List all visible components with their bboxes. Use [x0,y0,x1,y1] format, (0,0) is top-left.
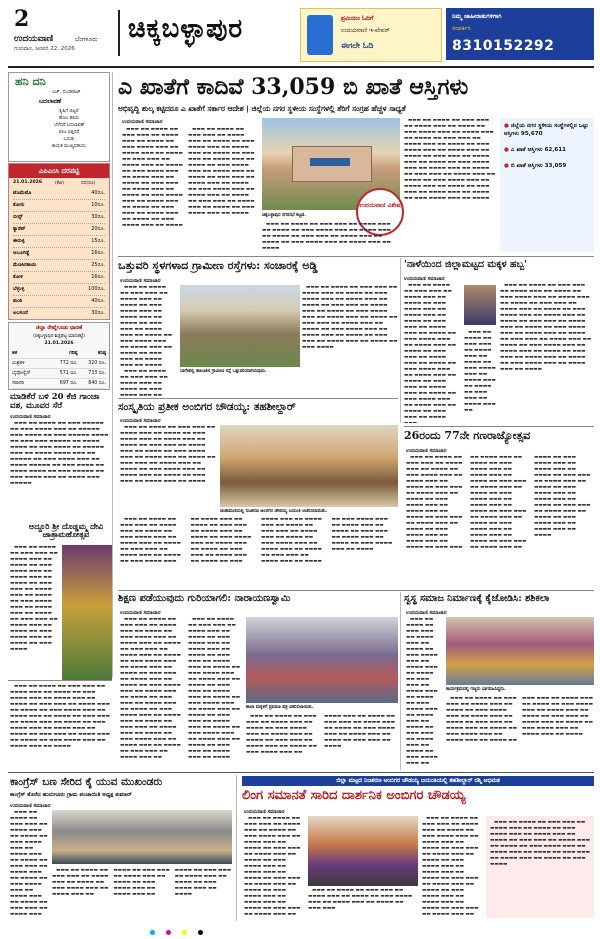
apmc-item: ಕೋಸು [13,202,25,208]
apmc-price: 30ರೂ. [91,310,105,316]
stat-text: ಎ ಖಾತೆ ಆಸ್ತಿಗಳು 62,611 [510,147,567,153]
story-roads-body3: ▬▬▬ ▬▬ ▬▬▬▬ ▬▬ ▬▬▬ ▬▬▬ ▬▬ ▬▬▬▬ ▬▬▬ ▬▬ ▬▬▬▬ ▬▬ ▬▬▬ ▬▬▬▬ ▬▬▬ ▬▬ [120,369,168,397]
story-roads-body: ▬▬▬ ▬▬ ▬▬▬▬ ▬▬ ▬▬▬ ▬▬▬ ▬▬ ▬▬▬▬ ▬▬▬ ▬▬ ▬▬▬▬ ▬▬ ▬▬▬ ▬▬▬▬ ▬▬▬ ▬▬ ▬▬▬▬ ▬▬▬ ▬▬ ▬▬▬▬ ▬▬ ▬▬▬ ▬▬▬ ▬▬ ▬▬▬▬ ▬▬▬ ▬▬ ▬▬▬▬ ▬▬ ▬▬▬ ▬▬▬▬ ▬▬▬ ▬▬ ▬▬▬▬ ▬▬▬ ▬▬ ▬▬▬▬ ▬▬ ▬▬▬ ▬▬▬ ▬▬ ▬▬▬▬ ▬▬▬ ▬▬ ▬▬▬▬ [120,285,173,367]
poem-line: ಬದುಕು [63,137,75,142]
poem-title: ಬದಲಾವಣೆ [39,98,62,105]
story-festival-body3: ▬▬▬ ▬▬ ▬▬▬▬ ▬▬ ▬▬▬ ▬▬▬ ▬▬ ▬▬▬▬ ▬▬▬ ▬▬ ▬▬▬▬ ▬▬ ▬▬▬ ▬▬▬▬ ▬▬▬ ▬▬ ▬▬▬▬ ▬▬▬ ▬▬ ▬▬▬▬ ▬▬ ▬▬▬ ▬▬▬ ▬▬ ▬▬▬▬ ▬▬▬ ▬▬ [464,330,496,413]
story-ganja-body: ▬▬▬ ▬▬ ▬▬▬▬ ▬▬ ▬▬▬ ▬▬▬▬▬ ▬▬ ▬▬▬ ▬▬▬▬ ▬▬▬ ▬▬ ▬▬▬▬▬ ▬▬▬ ▬▬▬▬ ▬▬ ▬▬▬ ▬▬▬▬▬ ▬▬▬▬ ▬▬ ▬▬▬ ▬▬▬ ▬▬▬▬▬ ▬▬ ▬▬▬▬ ▬▬▬▬ ▬▬ ▬▬▬ ▬▬▬▬ ▬▬ ▬▬▬▬▬ ▬▬▬ ▬▬ ▬▬▬▬ ▬▬▬▬ ▬▬▬ ▬▬ ▬▬▬▬▬ ▬▬ ▬▬▬ ▬▬▬▬ ▬▬▬ ▬▬ ▬▬▬▬ ▬▬▬▬▬ ▬▬ ▬▬▬ ▬▬▬▬ ▬▬ ▬▬▬▬ ▬▬▬▬ ▬▬ ▬▬▬ ▬▬▬▬▬ ▬▬ ▬▬▬ ▬▬▬▬ ▬▬▬ ▬▬ ▬▬▬▬ ▬▬▬ ▬▬▬▬▬ [10,421,109,486]
lead-body-col1: ▬▬▬ ▬▬ ▬▬▬▬ ▬▬ ▬▬▬ ▬▬▬ ▬▬ ▬▬▬▬ ▬▬▬ ▬▬ ▬▬▬▬ ▬▬ ▬▬▬ ▬▬▬▬ ▬▬▬ ▬▬ ▬▬▬▬ ▬▬▬ ▬▬ ▬▬▬▬ ▬▬ ▬▬▬ ▬▬▬ ▬▬ ▬▬▬▬ ▬▬▬ ▬▬ ▬▬▬▬ ▬▬ ▬▬▬ ▬▬▬▬ ▬▬▬ ▬▬ ▬▬▬▬ ▬▬▬ ▬▬ ▬▬▬▬ ▬▬ ▬▬▬ ▬▬▬ ▬▬ ▬▬▬▬ ▬▬▬ ▬▬ ▬▬▬▬ ▬▬ ▬▬▬ ▬▬▬▬ ▬▬▬ ▬▬ ▬▬▬▬ ▬▬▬ ▬▬ ▬▬▬▬ ▬▬ ▬▬▬ ▬▬▬ ▬▬ ▬▬▬▬ ▬▬▬ ▬▬ ▬▬▬▬ ▬▬ ▬▬▬ ▬▬▬▬ ▬▬▬ ▬▬ ▬▬▬▬ [122,127,183,228]
apmc-item: ಮೆಣಸಿನಕಾಯಿ [13,262,37,268]
apmc-price: 40ರೂ. [91,190,105,196]
byline: ಉದಯವಾಣಿ ಸಮಾಚಾರ [404,276,445,282]
lead-photo-caption: ಚಿಕ್ಕಬಳ್ಳಾಪುರ ನಗರಸಭೆ ಕಟ್ಟಡ. [262,213,306,218]
apmc-row [13,296,105,308]
bullet-icon: ● [504,163,511,169]
apmc-item: ಅಲಸಂದೆ [13,310,28,316]
byline: ಉದಯವಾಣಿ ಸಮಾಚಾರ [10,414,51,420]
byline: ಉದಯವಾಣಿ ಸಮಾಚಾರ [120,278,161,284]
section-rule [118,590,594,591]
milk-cell: ಸರಾಸರಿ [12,381,24,386]
apmc-row [13,224,105,236]
byline: ಉದಯವಾಣಿ ಸಮಾಚಾರ [120,610,161,616]
milk-cell: ತಳಿ [12,351,18,356]
milk-cell: 571 ರೂ. [59,371,78,376]
society-caption: ಕಾರ್ಯಕ್ರಮದಲ್ಲಿ ಗಣ್ಯರು ಭಾಗವಹಿಸಿದ್ದರು. [446,687,506,692]
section-rule [404,426,594,427]
story-society-headline: ಸ್ವಸ್ಥ ಸಮಾಜ ನಿರ್ಮಾಣಕ್ಕೆ ಕೈಜೋಡಿಸಿ: ಶಶಿಕಲಾ [404,593,550,604]
culture-caption: ಚಿಂತಾಮಣಿಯಲ್ಲಿ ನಿಜಶರಣ ಅಂಬಿಗರ ಚೌಡಯ್ಯ ಜಯಂತಿ ಆಚರಿಸಲಾಯಿತು. [220,509,328,514]
story-gender-kicker: ಜಿಲ್ಲಾ ಮಟ್ಟದ ನಿಜಶರಣ ಅಂಬಿಗರ ಚೌಡಯ್ಯ ಜಯಂತಿಯಲ್ಲಿ ತಹಶೀಲ್ದಾರ್ ರಶ್ಮಿ ಅಭಿಮತ [242,776,594,786]
apmc-row [13,308,105,320]
poem-line: ಕೃಷಿಗೆ ಬಿಟ್ಟರೆ [59,109,79,114]
column-rule [236,775,237,921]
apmc-date: 21.01.2026 [13,180,43,185]
apmc-price: 15ರೂ. [91,238,105,244]
lead-headline: ಎ ಖಾತೆಗೆ ಕಾದಿವೆ 33,059 ಬಿ ಖಾತೆ ಆಸ್ತಿಗಳು [118,74,469,100]
roads-photo [180,285,300,367]
poem-line: ಹೊಲ ಹಸಿರು [58,116,80,121]
apmc-item: ಬೆಳ್ಳುಳ್ಳಿ [13,286,25,292]
ad2-phone: 8310152292 [452,38,555,54]
page-number: 2 [14,6,30,32]
education-photo [246,617,398,703]
registration-marks [150,920,450,926]
byline: ಉದಯವಾಣಿ ಸಮಾಚಾರ [406,448,447,454]
stat-item [504,162,590,170]
city: ಬೆಂಗಳೂರು [75,36,98,43]
story-education-body2: ▬▬▬ ▬▬ ▬▬▬▬ ▬▬ ▬▬▬ ▬▬▬ ▬▬ ▬▬▬▬ ▬▬▬ ▬▬ ▬▬▬▬ ▬▬ ▬▬▬ ▬▬▬▬ ▬▬▬ ▬▬ ▬▬▬▬ ▬▬▬ ▬▬ ▬▬▬▬ ▬▬ ▬▬▬ ▬▬▬ ▬▬ ▬▬▬▬ ▬▬▬ ▬▬ ▬▬▬▬ ▬▬ ▬▬▬ ▬▬▬▬ ▬▬▬ ▬▬ ▬▬▬▬ ▬▬▬ ▬▬ ▬▬▬▬ ▬▬ ▬▬▬ ▬▬▬ ▬▬ ▬▬▬▬ ▬▬▬ ▬▬ ▬▬▬▬ ▬▬ ▬▬▬ ▬▬▬▬ ▬▬▬ ▬▬ ▬▬▬▬ ▬▬▬ ▬▬ ▬▬▬▬ ▬▬ ▬▬▬ ▬▬▬ ▬▬ ▬▬▬▬ ▬▬▬ ▬▬ ▬▬▬▬ ▬▬ ▬▬▬ ▬▬▬▬ ▬▬▬ ▬▬ ▬▬▬▬ ▬▬▬ ▬▬ ▬▬▬▬ ▬▬ ▬▬▬ ▬▬▬ ▬▬ ▬▬▬▬ ▬▬▬ ▬▬ ▬▬▬▬ [188,617,241,760]
bullet-icon: ● [504,123,511,129]
society-photo [446,617,594,685]
apmc-table [13,188,105,320]
story-culture-headline: ಸಂಸ್ಕೃತಿಯ ಪ್ರತೀಕ ಅಂಬಿಗರ ಚೌಡಯ್ಯ: ತಹಶೀಲ್ದಾರ್ [118,401,296,413]
story-congress-subhead: ಕಾಂಗ್ರೆಸ್ ತೊರೆದ ಹುದುಗೂರು ಗ್ರಾಮ ಪಂಚಾಯಿತಿ ಅಧ್ಯಕ್ಷ ಕುಮಾರ್ [10,792,132,798]
milk-cell: ಗರಿಷ್ಠ [69,351,78,356]
ad1-line2: ಉದಯವಾಣಿ ಇ-ಪೇಪರ್ [341,27,390,34]
bullet-icon: ● [504,147,511,153]
section-rule [118,256,594,257]
poem-lines [29,108,109,150]
milk-row [12,359,106,369]
poem-line: ಬೀಜ ಬಿತ್ತಿದರೆ [58,130,80,135]
roads-caption: ಬಾಗೇಪಲ್ಲಿ ತಾಲೂಕಿನ ಗ್ರಾಮೀಣ ರಸ್ತೆ ಒತ್ತುವರಿಯಾಗಿರುವುದು. [180,369,267,374]
story-ganja-headline: ಮಾಡಿಕೆರೆ ಬಳಿ 20 ಕೆಜಿ ಗಾಂಜಾ ವಶ, ಮೂವರ ಸೆರೆ [10,392,100,411]
story-gender-body2: ▬▬▬ ▬▬ ▬▬▬▬ ▬▬ ▬▬▬ ▬▬▬ ▬▬ ▬▬▬▬ ▬▬▬ ▬▬ ▬▬▬▬ ▬▬ ▬▬▬ ▬▬▬▬ ▬▬▬ ▬▬ ▬▬▬▬ ▬▬▬ ▬▬ ▬▬▬▬ ▬▬ ▬▬▬ ▬▬▬ [308,888,413,911]
apmc-row [13,212,105,224]
story-gender-body: ▬▬▬ ▬▬ ▬▬▬▬ ▬▬ ▬▬▬ ▬▬▬ ▬▬ ▬▬▬▬ ▬▬▬ ▬▬ ▬▬▬▬ ▬▬ ▬▬▬ ▬▬▬▬ ▬▬▬ ▬▬ ▬▬▬▬ ▬▬▬ ▬▬ ▬▬▬▬ ▬▬ ▬▬▬ ▬▬▬ ▬▬ ▬▬▬▬ ▬▬▬ ▬▬ ▬▬▬▬ ▬▬ ▬▬▬ ▬▬▬▬ ▬▬▬ ▬▬ ▬▬▬▬ ▬▬▬ ▬▬ ▬▬▬▬ ▬▬ ▬▬▬ ▬▬▬ ▬▬ ▬▬▬▬ ▬▬▬ ▬▬ ▬▬▬▬ ▬▬ ▬▬▬ ▬▬▬▬ ▬▬▬ ▬▬ ▬▬▬▬ ▬▬▬ ▬▬ ▬▬▬▬ ▬▬ ▬▬▬ ▬▬▬ ▬▬ ▬▬▬▬ ▬▬▬ ▬▬ [244,816,301,917]
education-caption: ಶಾಲಾ ಮಕ್ಕಳಿಗೆ ಪ್ರಮಾಣ ಪತ್ರ ವಿತರಿಸಲಾಯಿತು. [246,705,314,710]
temple-photo [62,545,112,680]
apmc-title: ಎಪಿಎಂಸಿ ದರಪಟ್ಟಿ [9,164,109,178]
culture-photo [220,425,398,507]
story-festival-headline: 'ನಾಳೆಯಿಂದ ಜಿಲ್ಲಾಮಟ್ಟದ ಮಕ್ಕಳ ಹಬ್ಬ' [404,259,528,270]
milk-cell: 772 ರೂ. [59,361,78,366]
column-rule [400,592,401,770]
story-roads-headline: ಒತ್ತುವರಿ ಸ್ಥಳಗಳಾದ ಗ್ರಾಮೀಣ ರಸ್ತೆಗಳು: ಸಂಚಾರಕ್ಕೆ ಅಡ್ಡಿ [118,259,318,272]
section-rule [8,680,112,681]
apmc-item: ಆಲೂಗಡ್ಡೆ [13,250,30,256]
story-education-headline: ಶಿಕ್ಷಣ ಪಡೆಯುವುದು ಗುರಿಯಾಗಲಿ: ನಾರಾಯಣಸ್ವಾಮಿ [118,593,291,604]
apmc-price: 100ರೂ. [88,286,105,292]
poem-line: ಕಾಯಕ ಮುಖ್ಯವಹುದು [52,144,86,149]
ad1-line1: ಪ್ರಮಿಯಂ ಓದಿಗೆ [341,15,374,22]
apmc-row [13,284,105,296]
poem-line: ಬೆಳೆದರೆ ಬದಲಾವಣೆ [53,123,84,128]
milk-row [12,379,106,389]
story-congress-headline: ಕಾಂಗ್ರೆಸ್ ಬಣ ಸೇರಿದ ಕೈ ಯುವ ಮುಖಂಡರು [10,776,163,788]
apmc-price-label: ದರ(ರೂ) [81,181,96,186]
column-rule [112,72,113,677]
apmc-row [13,260,105,272]
apmc-row [13,272,105,284]
milk-cell: ಮಿಶ್ರತಳಿ [12,361,25,366]
apmc-unit: (ಕೆಜಿ) [55,181,64,186]
congress-photo [52,810,232,864]
byline: ಉದಯವಾಣಿ ಸಮಾಚಾರ [10,803,51,809]
pullquote-box [486,816,594,918]
apmc-item: ಬೀನ್ಸ್ [13,214,23,220]
apmc-price: 16ರೂ. [91,274,105,280]
milk-date: 21.01.2026 [44,341,74,346]
milk-row [12,369,106,379]
apmc-item: ಕೋಳಿ [13,274,23,280]
story-society-body: ▬▬▬ ▬▬ ▬▬▬▬ ▬▬ ▬▬▬ ▬▬▬ ▬▬ ▬▬▬▬ ▬▬▬ ▬▬ ▬▬▬▬ ▬▬ ▬▬▬ ▬▬▬▬ ▬▬▬ ▬▬ ▬▬▬▬ ▬▬▬ ▬▬ ▬▬▬▬ ▬▬ ▬▬▬ ▬▬▬ ▬▬ ▬▬▬▬ ▬▬▬ ▬▬ ▬▬▬▬ ▬▬ ▬▬▬ ▬▬▬▬ ▬▬▬ ▬▬ ▬▬▬▬ ▬▬▬ ▬▬ ▬▬▬▬ ▬▬ ▬▬▬ ▬▬▬ ▬▬ ▬▬▬▬ ▬▬▬ ▬▬ ▬▬▬▬ ▬▬ ▬▬▬ ▬▬▬▬ ▬▬▬ ▬▬ [406,617,438,766]
story-congress-body: ▬▬▬ ▬▬ ▬▬▬▬ ▬▬ ▬▬▬ ▬▬▬ ▬▬ ▬▬▬▬ ▬▬▬ ▬▬ ▬▬▬▬ ▬▬ ▬▬▬ ▬▬▬▬ ▬▬▬ ▬▬ ▬▬▬▬ ▬▬▬ ▬▬ ▬▬▬▬ ▬▬ ▬▬▬ ▬▬▬ ▬▬ ▬▬▬▬ ▬▬▬ ▬▬ ▬▬▬▬ ▬▬ ▬▬▬ ▬▬▬▬ ▬▬▬ ▬▬ ▬▬▬▬ ▬▬▬ ▬▬ ▬▬▬▬ ▬▬ ▬▬▬ ▬▬▬ ▬▬ ▬▬▬▬ ▬▬▬ [10,810,48,917]
milk-title: ಜಿಲ್ಲಾ ರೇಷ್ಮೆಗೂಡು ಧಾರಣೆ [35,325,83,331]
story-society-body2: ▬▬▬ ▬▬ ▬▬▬▬ ▬▬ ▬▬▬ ▬▬▬ ▬▬ ▬▬▬▬ ▬▬▬ ▬▬ ▬▬▬▬ ▬▬ ▬▬▬ ▬▬▬▬ ▬▬▬ ▬▬ ▬▬▬▬ ▬▬▬ ▬▬ ▬▬▬▬ ▬▬ ▬▬▬ ▬▬▬ ▬▬ ▬▬▬▬ ▬▬▬ ▬▬ ▬▬▬▬ ▬▬ ▬▬▬ ▬▬▬▬ ▬▬▬ ▬▬ ▬▬▬▬ ▬▬▬ ▬▬ ▬▬▬▬ ▬▬ ▬▬▬ ▬▬▬ ▬▬ ▬▬▬▬ ▬▬▬ ▬▬ ▬▬▬▬ ▬▬ ▬▬▬ ▬▬▬▬ ▬▬▬ ▬▬ ▬▬▬▬ ▬▬▬ ▬▬ ▬▬▬▬ ▬▬ ▬▬▬ ▬▬▬ ▬▬ ▬▬▬▬ ▬▬▬ ▬▬ ▬▬▬▬ ▬▬ ▬▬▬ ▬▬▬▬ ▬▬▬ ▬▬ ▬▬▬▬ ▬▬▬ ▬▬ ▬▬▬▬ [446,696,593,743]
masthead [0,0,600,70]
story-education-body: ▬▬▬ ▬▬ ▬▬▬▬ ▬▬ ▬▬▬ ▬▬▬ ▬▬ ▬▬▬▬ ▬▬▬ ▬▬ ▬▬▬▬ ▬▬ ▬▬▬ ▬▬▬▬ ▬▬▬ ▬▬ ▬▬▬▬ ▬▬▬ ▬▬ ▬▬▬▬ ▬▬ ▬▬▬ ▬▬▬ ▬▬ ▬▬▬▬ ▬▬▬ ▬▬ ▬▬▬▬ ▬▬ ▬▬▬ ▬▬▬▬ ▬▬▬ ▬▬ ▬▬▬▬ ▬▬▬ ▬▬ ▬▬▬▬ ▬▬ ▬▬▬ ▬▬▬ ▬▬ ▬▬▬▬ ▬▬▬ ▬▬ ▬▬▬▬ ▬▬ ▬▬▬ ▬▬▬▬ ▬▬▬ ▬▬ ▬▬▬▬ ▬▬▬ ▬▬ ▬▬▬▬ ▬▬ ▬▬▬ ▬▬▬ ▬▬ ▬▬▬▬ ▬▬▬ ▬▬ ▬▬▬▬ ▬▬ ▬▬▬ ▬▬▬▬ ▬▬▬ ▬▬ ▬▬▬▬ ▬▬▬ ▬▬ ▬▬▬▬ ▬▬ ▬▬▬ ▬▬▬ ▬▬ ▬▬▬▬ ▬▬▬ ▬▬ ▬▬▬▬ ▬▬ ▬▬▬ ▬▬▬▬ ▬▬▬ ▬▬ ▬▬▬▬ ▬▬▬ ▬▬ ▬▬▬▬ ▬▬ ▬▬▬ ▬▬▬ ▬▬ ▬▬▬▬ ▬▬▬ ▬▬ [120,617,181,760]
ad2-line1: ನಿಮ್ಮ ಜಾಹೀರಾತುಗಳಿಗಾಗಿ [452,13,502,20]
story-gender-body3: ▬▬▬ ▬▬ ▬▬▬▬ ▬▬ ▬▬▬ ▬▬▬ ▬▬ ▬▬▬▬ ▬▬▬ ▬▬ ▬▬▬▬ ▬▬ ▬▬▬ ▬▬▬▬ ▬▬▬ ▬▬ ▬▬▬▬ ▬▬▬ ▬▬ ▬▬▬▬ ▬▬ ▬▬▬ ▬▬▬ ▬▬ ▬▬▬▬ ▬▬▬ ▬▬ ▬▬▬▬ ▬▬ ▬▬▬ ▬▬▬▬ ▬▬▬ ▬▬ ▬▬▬▬ ▬▬▬ ▬▬ ▬▬▬▬ ▬▬ ▬▬▬ ▬▬▬ ▬▬ ▬▬▬▬ ▬▬▬ ▬▬ ▬▬▬▬ ▬▬ ▬▬▬ ▬▬▬▬ ▬▬▬ ▬▬ ▬▬▬▬ ▬▬▬ ▬▬ ▬▬▬▬ ▬▬ ▬▬▬ ▬▬▬ ▬▬ ▬▬▬▬ ▬▬▬ ▬▬ [422,816,479,917]
milk-cell: ಬೈವೋಲ್ಟಿನ್ [12,371,31,376]
apmc-item: ಶುಂಠಿ [13,298,23,304]
milk-cell: 320 ರೂ. [88,361,106,366]
section-rule [118,398,398,399]
milk-row [12,349,106,359]
byline: ಉದಯವಾಣಿ ಸಮಾಚಾರ [244,809,285,815]
story-congress-body2: ▬▬▬ ▬▬ ▬▬▬▬ ▬▬ ▬▬▬ ▬▬▬ ▬▬ ▬▬▬▬ ▬▬▬ ▬▬ ▬▬▬▬ ▬▬ ▬▬▬ ▬▬▬▬ ▬▬▬ ▬▬ ▬▬▬▬ ▬▬▬ ▬▬ ▬▬▬▬ ▬▬ ▬▬▬ ▬▬▬ ▬▬ ▬▬▬▬ ▬▬▬ ▬▬ ▬▬▬▬ ▬▬ ▬▬▬ ▬▬▬▬ ▬▬▬ ▬▬ ▬▬▬▬ ▬▬▬ ▬▬ ▬▬▬▬ ▬▬ ▬▬▬ ▬▬▬ ▬▬ ▬▬▬▬ ▬▬▬ ▬▬ ▬▬▬▬ ▬▬ ▬▬▬ ▬▬▬▬ ▬▬▬ ▬▬ ▬▬▬▬ [52,868,232,897]
stat-item [504,122,590,138]
apmc-item: ಟೊಮೆಟೊ [13,190,32,196]
milk-subtitle: (ಚಿಕ್ಕಬಳ್ಳಾಪುರ-ಶಿಡ್ಲಘಟ್ಟ ಮಾರುಕಟ್ಟೆ) [33,334,85,339]
honey-box [8,72,110,162]
milk-box [8,322,110,390]
milk-cell: ಕನಿಷ್ಠ [97,351,106,356]
issue-date: ಗುರುವಾರ, ಜನವರಿ 22, 2026 [14,46,75,52]
stat-text: ಜಿಲ್ಲೆಯ ನಗರ ಸ್ಥಳೀಯ ಸಂಸ್ಥೆಗಳಲ್ಲಿನ ಒಟ್ಟು ಆಸ್ತಿಗಳು 95,670 [504,123,589,137]
story-temple-body: ▬▬▬ ▬▬ ▬▬▬▬ ▬▬ ▬▬▬ ▬▬▬ ▬▬ ▬▬▬▬ ▬▬▬ ▬▬ ▬▬▬▬ ▬▬ ▬▬▬ ▬▬▬▬ ▬▬▬ ▬▬ ▬▬▬▬ ▬▬▬ ▬▬ ▬▬▬▬ ▬▬ ▬▬▬ ▬▬▬ ▬▬ ▬▬▬▬ ▬▬▬ ▬▬ ▬▬▬▬ ▬▬ ▬▬▬ ▬▬▬▬ ▬▬▬ ▬▬ ▬▬▬▬ ▬▬▬ ▬▬ ▬▬▬▬ ▬▬ ▬▬▬ ▬▬▬ ▬▬ ▬▬▬▬ ▬▬▬ ▬▬ ▬▬▬▬ ▬▬ ▬▬▬ ▬▬▬▬ ▬▬▬ ▬▬ ▬▬▬▬ ▬▬ ▬▬▬ ▬▬▬▬ [10,545,58,652]
story-republic-body: ▬▬▬ ▬▬ ▬▬▬▬ ▬▬ ▬▬▬ ▬▬▬ ▬▬ ▬▬▬▬ ▬▬▬ ▬▬ ▬▬▬▬ ▬▬ ▬▬▬ ▬▬▬▬ ▬▬▬ ▬▬ ▬▬▬▬ ▬▬▬ ▬▬ ▬▬▬▬ ▬▬ ▬▬▬ ▬▬▬ ▬▬ ▬▬▬▬ ▬▬▬ ▬▬ ▬▬▬▬ ▬▬ ▬▬▬ ▬▬▬▬ ▬▬▬ ▬▬ ▬▬▬▬ ▬▬▬ ▬▬ ▬▬▬▬ ▬▬ ▬▬▬ ▬▬▬ ▬▬ ▬▬▬▬ ▬▬▬ ▬▬ ▬▬▬▬ ▬▬ ▬▬▬ ▬▬▬▬ ▬▬▬ ▬▬ ▬▬▬▬ ▬▬▬ ▬▬ ▬▬▬▬ ▬▬ ▬▬▬ ▬▬▬ ▬▬ ▬▬▬▬ ▬▬▬ ▬▬ ▬▬▬▬ ▬▬ ▬▬▬ ▬▬▬▬ ▬▬▬ ▬▬ ▬▬▬▬ ▬▬▬ ▬▬ ▬▬▬▬ ▬▬ ▬▬▬ ▬▬▬ ▬▬ ▬▬▬▬ ▬▬▬ ▬▬ ▬▬▬▬ ▬▬ ▬▬▬ ▬▬▬▬ ▬▬▬ ▬▬ ▬▬▬▬ ▬▬▬ ▬▬ ▬▬▬▬ ▬▬ ▬▬▬ ▬▬▬ ▬▬ ▬▬▬▬ ▬▬▬ ▬▬ ▬▬▬▬ ▬▬ ▬▬▬ ▬▬▬▬ ▬▬▬ ▬▬ ▬▬▬▬ ▬▬▬ ▬▬ ▬▬▬▬ ▬▬ ▬▬▬ ▬▬▬ ▬▬ ▬▬▬▬ ▬▬▬ ▬▬ ▬▬▬▬ ▬▬ ▬▬▬ ▬▬▬▬ ▬▬▬ ▬▬ ▬▬▬▬ ▬▬▬ ▬▬ ▬▬▬▬ ▬▬ ▬▬▬ ▬▬▬ ▬▬ ▬▬▬▬ ▬▬▬ ▬▬ ▬▬▬▬ ▬▬ ▬▬▬ ▬▬▬▬ ▬▬▬ ▬▬ ▬▬▬▬ ▬▬▬ ▬▬ ▬▬▬▬ ▬▬ ▬▬▬ ▬▬▬ ▬▬ ▬▬▬▬ ▬▬▬ ▬▬ ▬▬▬▬ ▬▬ ▬▬▬ ▬▬▬▬ ▬▬▬ ▬▬ ▬▬▬▬ ▬▬▬ ▬▬ ▬▬▬▬ [406,455,591,550]
official-portrait [464,285,496,325]
milk-cell: 733 ರೂ. [88,371,106,376]
story-festival-body2: ▬▬▬ ▬▬ ▬▬▬▬ ▬▬ ▬▬▬ ▬▬▬ ▬▬ ▬▬▬▬ ▬▬▬ ▬▬ ▬▬▬▬ ▬▬ ▬▬▬ ▬▬▬▬ ▬▬▬ ▬▬ ▬▬▬▬ ▬▬▬ ▬▬ ▬▬▬▬ ▬▬ ▬▬▬ ▬▬▬ ▬▬ ▬▬▬▬ ▬▬▬ ▬▬ ▬▬▬▬ ▬▬ ▬▬▬ ▬▬▬▬ ▬▬▬ ▬▬ ▬▬▬▬ ▬▬▬ ▬▬ ▬▬▬▬ ▬▬ ▬▬▬ ▬▬▬ ▬▬ ▬▬▬▬ ▬▬▬ ▬▬ ▬▬▬▬ ▬▬ ▬▬▬ ▬▬▬▬ ▬▬▬ ▬▬ ▬▬▬▬ ▬▬▬ ▬▬ ▬▬▬▬ ▬▬ ▬▬▬ ▬▬▬ ▬▬ ▬▬▬▬ ▬▬▬ ▬▬ ▬▬▬▬ ▬▬ ▬▬▬ ▬▬▬▬ ▬▬▬ ▬▬ ▬▬▬▬ ▬▬▬ ▬▬ ▬▬▬▬ ▬▬ ▬▬▬ ▬▬▬ ▬▬ ▬▬▬▬ ▬▬▬ ▬▬ ▬▬▬▬ ▬▬ ▬▬▬ ▬▬▬▬ ▬▬▬ ▬▬ ▬▬▬▬ ▬▬▬ ▬▬ ▬▬▬▬ [500,283,592,372]
column-rule [400,258,401,423]
apmc-row [13,188,105,200]
apmc-price: 20ರೂ. [91,226,105,232]
lead-stats-box [500,118,594,252]
epaper-ad[interactable] [300,8,442,62]
pullquote-text: ▬▬▬ ▬▬ ▬▬▬▬ ▬▬ ▬▬▬ ▬▬▬ ▬▬ ▬▬▬▬ ▬▬▬ ▬▬ ▬▬▬▬ ▬▬ ▬▬▬ ▬▬▬▬ ▬▬▬ ▬▬ ▬▬▬▬ ▬▬▬ ▬▬ ▬▬▬▬ ▬▬ ▬▬▬ ▬▬▬ ▬▬ ▬▬▬▬ ▬▬▬ ▬▬ ▬▬▬▬ ▬▬ ▬▬▬ ▬▬▬▬ ▬▬▬ ▬▬ ▬▬▬▬ ▬▬▬ ▬▬ ▬▬▬▬ ▬▬ ▬▬▬ ▬▬▬ ▬▬ ▬▬▬▬ ▬▬▬ ▬▬ ▬▬▬▬ ▬▬ ▬▬▬ ▬▬▬▬ [490,820,590,867]
apmc-box [8,163,110,320]
paper-name: ಉದಯವಾಣಿ [14,34,54,44]
ad2-line2: ಸಂಪರ್ಕಿಸಿ [452,25,471,32]
phone-icon [307,15,333,55]
apmc-item: ಈರುಳ್ಳಿ [13,238,25,244]
story-republic-headline: 26ರಂದು 77ನೇ ಗಣರಾಜ್ಯೋತ್ಸವ [404,429,531,442]
story-roads-body2: ▬▬▬ ▬▬ ▬▬▬▬ ▬▬ ▬▬▬ ▬▬▬ ▬▬ ▬▬▬▬ ▬▬▬ ▬▬ ▬▬▬▬ ▬▬ ▬▬▬ ▬▬▬▬ ▬▬▬ ▬▬ ▬▬▬▬ ▬▬▬ ▬▬ ▬▬▬▬ ▬▬ ▬▬▬ ▬▬▬ ▬▬ ▬▬▬▬ ▬▬▬ ▬▬ ▬▬▬▬ ▬▬ ▬▬▬ ▬▬▬▬ ▬▬▬ ▬▬ ▬▬▬▬ ▬▬▬ ▬▬ ▬▬▬▬ ▬▬ ▬▬▬ ▬▬▬ ▬▬ ▬▬▬▬ ▬▬▬ ▬▬ ▬▬▬▬ ▬▬ ▬▬▬ ▬▬▬▬ ▬▬▬ ▬▬ ▬▬▬▬ ▬▬▬ ▬▬ ▬▬▬▬ ▬▬ ▬▬▬ ▬▬▬ ▬▬ ▬▬▬▬ ▬▬▬ ▬▬ ▬▬▬▬ ▬▬ ▬▬▬ ▬▬▬▬ [302,285,398,350]
edition-name: ಚಿಕ್ಕಬಳ್ಳಾಪುರ [128,14,244,44]
apmc-price: 40ರೂ. [91,298,105,304]
byline: ಉದಯವಾಣಿ ಸಮಾಚಾರ [406,610,447,616]
honey-author: - ಎಚ್. ದುಂಡಿರಾಜ್ [49,90,81,95]
lead-body-col3: ▬▬▬ ▬▬ ▬▬▬▬ ▬▬ ▬▬▬ ▬▬▬ ▬▬ ▬▬▬▬ ▬▬▬ ▬▬ ▬▬▬▬ ▬▬ ▬▬▬ ▬▬▬▬ ▬▬▬ ▬▬ ▬▬▬▬ ▬▬▬ ▬▬ ▬▬▬▬ ▬▬ ▬▬▬ ▬▬▬ ▬▬ ▬▬▬▬ ▬▬▬ ▬▬ ▬▬▬▬ ▬▬ ▬▬▬ ▬▬▬▬ ▬▬▬ ▬▬ ▬▬▬▬ ▬▬▬ ▬▬ ▬▬▬▬ [262,222,391,251]
apmc-row [13,248,105,260]
stat-item [504,146,590,154]
lead-byline: ಉದಯವಾಣಿ ಸಮಾಚಾರ [122,119,163,125]
badge-text: ಉದಯವಾಣಿ ವಿಶೇಷ [359,202,401,209]
apmc-price: 10ರೂ. [91,202,105,208]
apmc-row [13,236,105,248]
apmc-price: 30ರೂ. [91,214,105,220]
story-temple-headline: ಅದ್ದೂರಿ ಶ್ರೀ ದೊಡ್ಡಮ್ಮ ದೇವಿ ಜಾತ್ರಾಮಹೋತ್ಸವ [28,521,104,540]
ad1-line3: ಈಗಲೇ ಓದಿ [341,41,374,50]
honey-logo: ಹನಿ ದನಿ [15,75,46,88]
bottom-rule [8,772,594,773]
lead-body-col2: ▬▬▬ ▬▬ ▬▬▬▬ ▬▬ ▬▬▬ ▬▬▬ ▬▬ ▬▬▬▬ ▬▬▬ ▬▬ ▬▬▬▬ ▬▬ ▬▬▬ ▬▬▬▬ ▬▬▬ ▬▬ ▬▬▬▬ ▬▬▬ ▬▬ ▬▬▬▬ ▬▬ ▬▬▬ ▬▬▬ ▬▬ ▬▬▬▬ ▬▬▬ ▬▬ ▬▬▬▬ ▬▬ ▬▬▬ ▬▬▬▬ ▬▬▬ ▬▬ ▬▬▬▬ ▬▬▬ ▬▬ ▬▬▬▬ ▬▬ ▬▬▬ ▬▬▬ ▬▬ ▬▬▬▬ ▬▬▬ ▬▬ ▬▬▬▬ ▬▬ ▬▬▬ ▬▬▬▬ ▬▬▬ ▬▬ ▬▬▬▬ ▬▬▬ ▬▬ ▬▬▬▬ ▬▬ ▬▬▬ ▬▬▬ ▬▬ ▬▬▬▬ ▬▬▬ ▬▬ ▬▬▬▬ ▬▬ ▬▬▬ ▬▬▬▬ ▬▬▬ ▬▬ ▬▬▬▬ [188,127,255,216]
byline: ಉದಯವಾಣಿ ಸಮಾಚಾರ [120,418,161,424]
masthead-rule [8,66,594,68]
masthead-divider [118,10,120,56]
story-education-body3: ▬▬▬ ▬▬ ▬▬▬▬ ▬▬ ▬▬▬ ▬▬▬ ▬▬ ▬▬▬▬ ▬▬▬ ▬▬ ▬▬▬▬ ▬▬ ▬▬▬ ▬▬▬▬ ▬▬▬ ▬▬ ▬▬▬▬ ▬▬▬ ▬▬ ▬▬▬▬ ▬▬ ▬▬▬ ▬▬▬ ▬▬ ▬▬▬▬ ▬▬▬ ▬▬ ▬▬▬▬ ▬▬ ▬▬▬ ▬▬▬▬ ▬▬▬ ▬▬ ▬▬▬▬ ▬▬▬ ▬▬ ▬▬▬▬ ▬▬ ▬▬▬ ▬▬▬ ▬▬ ▬▬▬▬ ▬▬▬ ▬▬ ▬▬▬▬ ▬▬ ▬▬▬ ▬▬▬▬ ▬▬▬ ▬▬ ▬▬▬▬ ▬▬▬ ▬▬ ▬▬▬▬ ▬▬ ▬▬▬ ▬▬▬ ▬▬ ▬▬▬▬ [246,714,395,755]
apmc-price: 16ರೂ. [91,250,105,256]
gender-photo [308,816,418,886]
story-gender-headline: ಲಿಂಗ ಸಮಾನತೆ ಸಾರಿದ ದಾರ್ಶನಿಕ ಅಂಬಿಗರ ಚೌಡಯ್ಯ [242,788,466,803]
story-festival-body: ▬▬▬ ▬▬ ▬▬▬▬ ▬▬ ▬▬▬ ▬▬▬ ▬▬ ▬▬▬▬ ▬▬▬ ▬▬ ▬▬▬▬ ▬▬ ▬▬▬ ▬▬▬▬ ▬▬▬ ▬▬ ▬▬▬▬ ▬▬▬ ▬▬ ▬▬▬▬ ▬▬ ▬▬▬ ▬▬▬ ▬▬ ▬▬▬▬ ▬▬▬ ▬▬ ▬▬▬▬ ▬▬ ▬▬▬ ▬▬▬▬ ▬▬▬ ▬▬ ▬▬▬▬ ▬▬▬ ▬▬ ▬▬▬▬ ▬▬ ▬▬▬ ▬▬▬ ▬▬ ▬▬▬▬ ▬▬▬ ▬▬ ▬▬▬▬ ▬▬ ▬▬▬ ▬▬▬▬ ▬▬▬ ▬▬ ▬▬▬▬ ▬▬▬ ▬▬ ▬▬▬▬ ▬▬ ▬▬▬ ▬▬▬ ▬▬ ▬▬▬▬ ▬▬▬ ▬▬ ▬▬▬▬ ▬▬ ▬▬▬ ▬▬▬▬ ▬▬▬ ▬▬ ▬▬▬▬ ▬▬▬ ▬▬ ▬▬▬▬ ▬▬ ▬▬▬ ▬▬▬ ▬▬ ▬▬▬▬ [404,283,457,420]
milk-cell: 697 ರೂ. [59,381,78,386]
lead-subhead: ಅಭಿವೃದ್ಧಿ ಶುಲ್ಕ ಕಟ್ಟಿದರೂ ಎ ಖಾತೆಗೆ ಸರ್ಕಾರ ಆದೇಶ | ಜಿಲ್ಲೆಯ ನಗರ ಸ್ಥಳೀಯ ಸಂಸ್ಥೆಗಳಲ್ಲಿ ತೆರಿಗೆ ಸಂಗ್ರಹ ಹೆಚ್ಚಳ ಸಾಧ್ಯತೆ [118,104,406,113]
milk-cell: 840 ರೂ. [88,381,106,386]
apmc-row [13,200,105,212]
story-culture-body2: ▬▬▬ ▬▬ ▬▬▬▬ ▬▬ ▬▬▬ ▬▬▬ ▬▬ ▬▬▬▬ ▬▬▬ ▬▬ ▬▬▬▬ ▬▬ ▬▬▬ ▬▬▬▬ ▬▬▬ ▬▬ ▬▬▬▬ ▬▬▬ ▬▬ ▬▬▬▬ ▬▬ ▬▬▬ ▬▬▬ ▬▬ ▬▬▬▬ ▬▬▬ ▬▬ ▬▬▬▬ ▬▬ ▬▬▬ ▬▬▬▬ ▬▬▬ ▬▬ ▬▬▬▬ ▬▬▬ ▬▬ ▬▬▬▬ ▬▬ ▬▬▬ ▬▬▬ ▬▬ ▬▬▬▬ ▬▬▬ ▬▬ ▬▬▬▬ ▬▬ ▬▬▬ ▬▬▬▬ ▬▬▬ ▬▬ ▬▬▬▬ ▬▬▬ ▬▬ ▬▬▬▬ ▬▬ ▬▬▬ ▬▬▬ ▬▬ ▬▬▬▬ ▬▬▬ ▬▬ ▬▬▬▬ ▬▬ ▬▬▬ ▬▬▬▬ ▬▬▬ ▬▬ ▬▬▬▬ ▬▬▬ ▬▬ ▬▬▬▬ ▬▬ ▬▬▬ ▬▬▬ ▬▬ ▬▬▬▬ ▬▬▬ ▬▬ ▬▬▬▬ ▬▬ ▬▬▬ ▬▬▬▬ ▬▬▬ ▬▬ ▬▬▬▬ ▬▬▬ ▬▬ ▬▬▬▬ ▬▬ ▬▬▬ ▬▬▬ ▬▬ ▬▬▬▬ ▬▬▬ ▬▬ ▬▬▬▬ ▬▬ ▬▬▬ ▬▬▬▬ ▬▬▬ ▬▬ ▬▬▬▬ ▬▬▬ ▬▬ ▬▬▬▬ ▬▬ ▬▬▬ ▬▬▬ ▬▬ ▬▬▬▬ ▬▬▬ ▬▬ ▬▬▬▬ ▬▬ ▬▬▬ ▬▬▬▬ ▬▬▬ ▬▬ ▬▬▬▬ [120,517,393,564]
lead-body-col4: ▬▬▬ ▬▬ ▬▬▬▬ ▬▬ ▬▬▬ ▬▬▬ ▬▬ ▬▬▬▬ ▬▬▬ ▬▬ ▬▬▬▬ ▬▬ ▬▬▬ ▬▬▬▬ ▬▬▬ ▬▬ ▬▬▬▬ ▬▬▬ ▬▬ ▬▬▬▬ ▬▬ ▬▬▬ ▬▬▬ ▬▬ ▬▬▬▬ ▬▬▬ ▬▬ ▬▬▬▬ ▬▬ ▬▬▬ ▬▬▬▬ ▬▬▬ ▬▬ ▬▬▬▬ ▬▬▬ ▬▬ ▬▬▬▬ ▬▬ ▬▬▬ ▬▬▬ ▬▬ ▬▬▬▬ ▬▬▬ ▬▬ ▬▬▬▬ ▬▬ ▬▬▬ ▬▬▬▬ ▬▬▬ ▬▬ ▬▬▬▬ ▬▬▬ ▬▬ ▬▬▬▬ ▬▬ ▬▬▬ ▬▬▬ ▬▬ ▬▬▬▬ ▬▬▬ ▬▬ ▬▬▬▬ ▬▬ ▬▬▬ ▬▬▬▬ ▬▬▬ ▬▬ ▬▬▬▬ ▬▬▬ ▬▬ ▬▬▬▬ ▬▬ ▬▬▬ ▬▬▬ ▬▬ ▬▬▬▬ ▬▬▬ ▬▬ ▬▬▬▬ ▬▬ ▬▬▬ ▬▬▬▬ ▬▬▬ ▬▬ ▬▬▬▬ [404,118,496,201]
apmc-price: 25ರೂ. [91,262,105,268]
milk-table [12,349,106,389]
stat-text: ಬಿ ಖಾತೆ ಆಸ್ತಿಗಳು 33,059 [510,163,567,169]
apmc-item: ಕ್ಯಾರೆಟ್ [13,226,26,232]
story-temple-body2: ▬▬▬ ▬▬ ▬▬▬▬ ▬▬ ▬▬▬ ▬▬▬ ▬▬ ▬▬▬▬ ▬▬▬ ▬▬ ▬▬▬▬ ▬▬ ▬▬▬ ▬▬▬▬ ▬▬▬ ▬▬ ▬▬▬▬ ▬▬▬ ▬▬ ▬▬▬▬ ▬▬ ▬▬▬ ▬▬▬ ▬▬ ▬▬▬▬ ▬▬▬ ▬▬ ▬▬▬▬ ▬▬ ▬▬▬ ▬▬▬▬ ▬▬▬ ▬▬ ▬▬▬▬ ▬▬▬ ▬▬ ▬▬▬▬ ▬▬ ▬▬▬ ▬▬▬ ▬▬ ▬▬▬▬ ▬▬▬ ▬▬ ▬▬▬▬ ▬▬ ▬▬▬ ▬▬▬▬ ▬▬▬ ▬▬ ▬▬▬▬ ▬▬▬ ▬▬ ▬▬▬▬ ▬▬ ▬▬▬ ▬▬▬ ▬▬ ▬▬▬▬ ▬▬▬ ▬▬ ▬▬▬▬ ▬▬ ▬▬▬ ▬▬▬▬ ▬▬▬ ▬▬ ▬▬▬▬ ▬▬▬ ▬▬ ▬▬▬▬ [10,684,110,749]
advertise-ad[interactable] [446,8,594,60]
story-culture-body: ▬▬▬ ▬▬ ▬▬▬▬ ▬▬ ▬▬▬ ▬▬▬ ▬▬ ▬▬▬▬ ▬▬▬ ▬▬ ▬▬▬▬ ▬▬ ▬▬▬ ▬▬▬▬ ▬▬▬ ▬▬ ▬▬▬▬ ▬▬▬ ▬▬ ▬▬▬▬ ▬▬ ▬▬▬ ▬▬▬ ▬▬ ▬▬▬▬ ▬▬▬ ▬▬ ▬▬▬▬ ▬▬ ▬▬▬ ▬▬▬▬ ▬▬▬ ▬▬ ▬▬▬▬ ▬▬▬ ▬▬ ▬▬▬▬ ▬▬ ▬▬▬ ▬▬▬ ▬▬ ▬▬▬▬ ▬▬▬ ▬▬ ▬▬▬▬ ▬▬ ▬▬▬ ▬▬▬▬ ▬▬▬ ▬▬ ▬▬▬▬ ▬▬▬ ▬▬ ▬▬▬▬ ▬▬ ▬▬▬ ▬▬▬ ▬▬ ▬▬▬▬ ▬▬▬ ▬▬ ▬▬▬▬ [120,425,216,484]
